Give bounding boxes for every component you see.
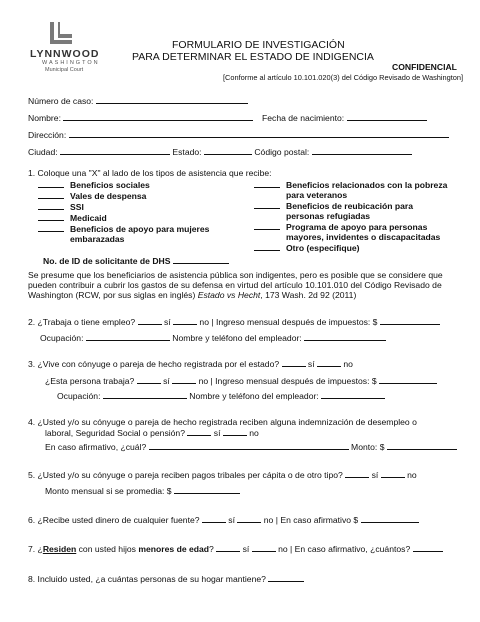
q1-left-list — [38, 179, 209, 244]
option-label: Medicaid — [70, 213, 107, 223]
case-citation: Estado vs Hecht — [197, 290, 261, 300]
no-label: no — [343, 359, 353, 369]
checkbox-blank[interactable] — [38, 179, 64, 188]
city-row — [28, 146, 412, 157]
paragraph-line: Washington (RCW, por sus siglas en inglés) Estado vs Hecht, 173 Wash. 2d 92 (2011) — [28, 290, 357, 300]
form-title-line1: FORMULARIO DE INVESTIGACIÓN — [172, 39, 345, 51]
q7-row — [28, 543, 443, 554]
case-number-row — [28, 95, 248, 106]
name-label: Nombre: — [28, 113, 61, 123]
yes-label: sí — [228, 515, 235, 525]
zip-field[interactable] — [312, 146, 412, 155]
q2-income-field[interactable] — [380, 316, 440, 325]
option-label-cont: embarazadas — [70, 234, 125, 244]
q2-prompt: 2. ¿Trabaja o tiene empleo? — [28, 317, 136, 327]
amount-label: Monto: $ — [351, 442, 385, 452]
paragraph-line: pueden contribuir a cubrir los gastos de su defensa en virtud del artículo 10.101.010 del Código Revisado de — [28, 280, 442, 290]
q2-occupation-field[interactable] — [86, 332, 170, 341]
q2-employer-field[interactable] — [304, 332, 386, 341]
birth-date-row — [262, 112, 427, 123]
q4-line2: laboral, Seguridad Social o pensión? sí no — [45, 428, 259, 438]
birth-date-label: Fecha de nacimiento: — [262, 113, 345, 123]
court-logo-mark — [50, 22, 72, 44]
q6-yes-blank[interactable] — [202, 514, 226, 523]
option-label: Vales de despensa — [70, 191, 147, 201]
logo-sub: WASHINGTON — [42, 60, 100, 66]
yes-label: sí — [242, 544, 250, 554]
q3-occupation-row — [57, 390, 385, 401]
q4-block — [28, 417, 417, 438]
q4-which-field[interactable] — [149, 441, 349, 450]
q1-right-list — [254, 179, 447, 253]
avg-label: Monto mensual si se promedia: $ — [45, 486, 172, 496]
q3-yes-blank[interactable] — [282, 358, 306, 367]
q1-prompt: 1. Coloque una "X" al lado de los tipos de asistencia que recibe: — [28, 168, 272, 178]
q4-which-row — [45, 441, 457, 452]
q5-prompt: 5. ¿Usted y/o su cónyuge o pareja reciben pagos tribales per cápita o de otro tipo? — [28, 470, 343, 480]
q6-amount-label: no | En caso afirmativo $ — [263, 515, 359, 525]
form-title-line2: PARA DETERMINAR EL ESTADO DE INDIGENCIA — [132, 51, 374, 63]
address-row — [28, 129, 449, 140]
name-row — [28, 112, 253, 123]
q4-no-blank[interactable] — [223, 427, 247, 436]
presumption-paragraph — [28, 270, 443, 300]
occupation-label: Ocupación: — [40, 333, 84, 343]
option-label: Beneficios relacionados con la pobreza — [286, 180, 448, 190]
option-label-cont: personas refugiadas — [286, 211, 371, 221]
yes-label: sí — [307, 359, 315, 369]
address-label: Dirección: — [28, 130, 67, 140]
yes-label: sí — [213, 428, 221, 438]
dhs-field[interactable] — [173, 255, 229, 264]
q4-prompt: 4. ¿Usted y/o su cónyuge o pareja de hecho registrada reciben alguna indemnización de desempleo o — [28, 417, 417, 427]
q3-no-blank[interactable] — [317, 358, 341, 367]
q6-no-blank[interactable] — [237, 514, 261, 523]
legal-reference: [Conforme al artículo 10.101.020(3) del Código Revisado de Washington] — [223, 73, 464, 82]
name-field[interactable] — [63, 112, 253, 121]
checkbox-blank[interactable] — [254, 242, 280, 251]
q5-avg-row — [45, 485, 240, 496]
q3-row — [28, 358, 353, 369]
no-label: no — [249, 428, 259, 438]
logo-court: Municipal Court — [45, 67, 84, 73]
q6-amount-field[interactable] — [361, 514, 419, 523]
q3b-row — [45, 375, 437, 386]
checkbox-blank[interactable] — [38, 223, 64, 232]
birth-date-field[interactable] — [347, 112, 427, 121]
paragraph-line: Se presume que los beneficiarios de asistencia pública son indigentes, pero es posible que se considere que — [28, 270, 443, 280]
logo-name: LYNNWOOD — [30, 48, 100, 60]
checkbox-blank[interactable] — [38, 201, 64, 210]
case-number-label: Número de caso: — [28, 96, 94, 106]
checkbox-blank[interactable] — [254, 200, 280, 209]
option-label: SSI — [70, 202, 84, 212]
which-label: En caso afirmativo, ¿cuál? — [45, 442, 147, 452]
option-label: Beneficios sociales — [70, 180, 150, 190]
q5-avg-field[interactable] — [174, 485, 240, 494]
q7-yes-blank[interactable] — [216, 543, 240, 552]
occupation-label: Ocupación: — [57, 391, 101, 401]
checkbox-blank[interactable] — [38, 212, 64, 221]
q4-amount-field[interactable] — [387, 441, 457, 450]
q7-bold-reside: Residen — [42, 544, 77, 554]
option-label: Programa de apoyo para personas — [286, 222, 428, 232]
confidential-label: CONFIDENCIAL — [392, 62, 457, 72]
q8-row — [28, 573, 304, 584]
q7-no-blank[interactable] — [252, 543, 276, 552]
q3-income-label: no | Ingreso mensual después de impuestos: $ — [198, 376, 377, 386]
yes-label: sí — [163, 317, 171, 327]
option-label: Beneficios de reubicación para — [286, 201, 414, 211]
option-label-cont: para veteranos — [286, 190, 348, 200]
q3-occupation-field[interactable] — [103, 390, 187, 399]
employer-label: Nombre y teléfono del empleador: — [172, 333, 302, 343]
q4-yes-blank[interactable] — [187, 427, 211, 436]
checkbox-blank[interactable] — [254, 179, 280, 188]
q5-no-blank[interactable] — [381, 469, 405, 478]
q3-income-field[interactable] — [379, 375, 437, 384]
q8-prompt: 8. Incluido usted, ¿a cuántas personas de su hogar mantiene? — [28, 574, 266, 584]
q2-occupation-row — [40, 332, 386, 343]
option-label: Beneficios de apoyo para mujeres — [70, 224, 210, 234]
q6-row — [28, 514, 419, 525]
q3b-no-blank[interactable] — [172, 375, 196, 384]
city-field[interactable] — [60, 146, 170, 155]
q2-yes-blank[interactable] — [138, 316, 162, 325]
checkbox-blank[interactable] — [254, 221, 280, 230]
q7-prompt-pre: 7. ¿ — [28, 544, 43, 554]
q6-prompt: 6. ¿Recibe usted dinero de cualquier fuente? — [28, 515, 200, 525]
address-field[interactable] — [69, 129, 449, 138]
q3-prompt: 3. ¿Vive con cónyuge o pareja de hecho registrada por el estado? — [28, 359, 280, 369]
q3b-prompt: ¿Esta persona trabaja? — [45, 376, 135, 386]
q7-count-label: no | En caso afirmativo, ¿cuántos? — [278, 544, 411, 554]
no-label: no — [407, 470, 417, 480]
q7-count-field[interactable] — [413, 543, 443, 552]
q7-bold-minors: menores de edad — [138, 544, 210, 554]
yes-label: sí — [371, 470, 379, 480]
zip-label: Código postal: — [254, 147, 310, 157]
q5-row — [28, 469, 417, 480]
yes-label: sí — [163, 376, 170, 386]
q7-prompt-mid: con usted hijos — [76, 544, 139, 554]
q3b-yes-blank[interactable] — [137, 375, 161, 384]
state-label: Estado: — [172, 147, 202, 157]
option-label: Otro (especifique) — [286, 243, 360, 253]
q8-count-field[interactable] — [268, 573, 304, 582]
q3-employer-field[interactable] — [321, 390, 385, 399]
employer-label: Nombre y teléfono del empleador: — [189, 391, 319, 401]
dhs-row — [43, 255, 229, 266]
q7-prompt-end: ? — [209, 544, 214, 554]
state-field[interactable] — [204, 146, 252, 155]
q2-row — [28, 316, 440, 327]
q2-no-blank[interactable] — [173, 316, 197, 325]
dhs-label: No. de ID de solicitante de DHS — [43, 256, 171, 266]
q2-income-label: no | Ingreso mensual después de impuestos: $ — [199, 317, 378, 327]
city-label: Ciudad: — [28, 147, 58, 157]
checkbox-blank[interactable] — [38, 190, 64, 199]
q5-yes-blank[interactable] — [345, 469, 369, 478]
case-number-field[interactable] — [96, 95, 248, 104]
option-label-cont: mayores, invidentes o discapacitadas — [286, 232, 441, 242]
